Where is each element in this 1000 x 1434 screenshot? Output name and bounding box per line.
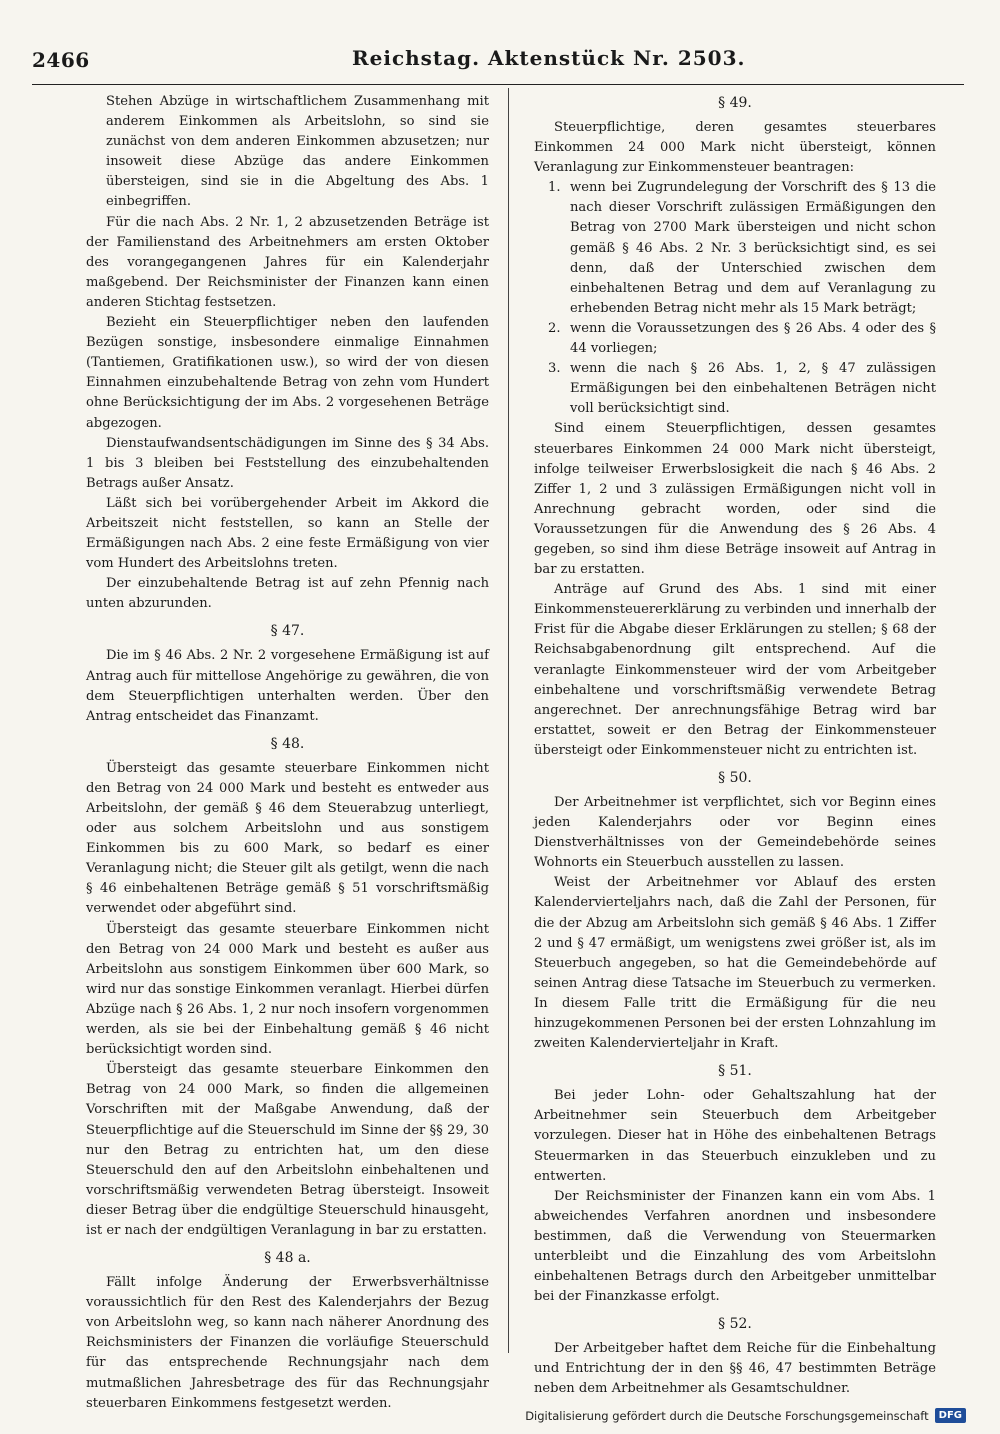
paragraph: Für die nach Abs. 2 Nr. 1, 2 abzusetzenden Beträge ist der Familienstand des Arbeitnehmers am ersten Oktober des vorangegangenen Jahres für ein Kalenderjahr maßgebend. Der Reichsminister der Finanzen kann einen anderen Stichtag festsetzen. xyxy=(86,214,489,310)
list-item-text: wenn die Voraussetzungen des § 26 Abs. 4 oder des § 44 vorliegen; xyxy=(570,320,936,357)
section-heading-49: § 49. xyxy=(718,95,752,111)
enumerated-list xyxy=(534,178,936,419)
left-column xyxy=(86,92,489,1414)
paragraph: Übersteigt das gesamte steuerbare Einkommen nicht den Betrag von 24 000 Mark und besteht es außer aus Arbeitslohn aus sonstigem Einkommen über 600 Mark, so wird nur das sonstige Einkommen veranlagt. Hierbei dürfen Abzüge nach § 26 Abs. 1, 2 nur noch insofern vorgenommen werden, als sie bei der Einbehaltung gemäß § 46 nicht berücksichtigt worden sind. xyxy=(86,921,489,1058)
paragraph: Der Arbeitnehmer ist verpflichtet, sich vor Beginn eines jeden Kalenderjahrs oder vor Beginn eines Dienstverhältnisses von der Gemeindebehörde seines Wohnorts ein Steuerbuch ausstellen zu lassen. xyxy=(534,795,936,871)
section-heading-51: § 51. xyxy=(718,1063,752,1080)
list-item-number: 2. xyxy=(548,320,561,336)
paragraph: Bei jeder Lohn- oder Gehaltszahlung hat der Arbeitnehmer sein Steuerbuch dem Arbeitgeber vorzulegen. Dieser hat in Höhe des einbehaltenen Betrags Steuermarken in das Steuerbuch einzukleben und zu entwerten. xyxy=(534,1088,936,1184)
list-item xyxy=(534,319,936,359)
right-column xyxy=(534,92,936,1400)
list-item-number: 3. xyxy=(548,361,561,377)
paragraph: Der Arbeitgeber haftet dem Reiche für die Einbehaltung und Entrichtung der in den §§ 46, 47 bestimmten Beträge neben dem Arbeitnehmer als Gesamtschuldner. xyxy=(534,1341,936,1397)
paragraph: Die im § 46 Abs. 2 Nr. 2 vorgesehene Ermäßigung ist auf Antrag auch für mittellose Angehörige zu gewähren, die von dem Steuerpflichtigen unterhalten werden. Über den Antrag entscheidet das Finanzamt. xyxy=(86,648,489,724)
paragraph: Übersteigt das gesamte steuerbare Einkommen den Betrag von 24 000 Mark, so finden die allgemeinen Vorschriften mit der Maßgabe Anwendung, daß der Steuerpflichtige auf die Steuerschuld im Sinne der §§ 29, 30 nur den Betrag zu entrichten hat, um den diese Steuerschuld den auf den Arbeitslohn einbehaltenen und vorschriftsmäßig verwendeten Betrag übersteigt. Insoweit dieser Betrag über die endgültige Steuerschuld hinausgeht, ist er nach der endgültigen Veranlagung in bar zu erstatten. xyxy=(86,1062,489,1238)
section-heading-47: § 47. xyxy=(270,623,305,640)
dfg-logo: DFG xyxy=(935,1408,966,1423)
header-rule xyxy=(32,84,964,85)
paragraph: Übersteigt das gesamte steuerbare Einkommen nicht den Betrag von 24 000 Mark und besteht es entweder aus Arbeitslohn, der gemäß § 46 dem Steuerabzug unterliegt, oder aus solchem Arbeitslohn und aus sonstigem Einkommen bis zu 600 Mark, so bedarf es einer Veranlagung nicht; die Steuer gilt als getilgt, wenn die nach § 46 einbehaltenen Beträge gemäß § 51 vorschriftsmäßig verwendet oder abgeführt sind. xyxy=(86,760,489,917)
page-header xyxy=(32,38,962,78)
paragraph: Der Reichsminister der Finanzen kann ein vom Abs. 1 abweichendes Verfahren anordnen und insbesondere bestimmen, daß die Verwendung von Steuermarken unterbleibt und die Einzahlung des vom Arbeitslohn einbehaltenen Betrags durch den Arbeitgeber unmittelbar bei der Finanzkasse erfolgt. xyxy=(534,1188,936,1305)
credit-text: Digitalisierung gefördert durch die Deutsche Forschungsgemeinschaft xyxy=(525,1408,929,1423)
column-divider xyxy=(508,88,509,1353)
section-heading-48a: § 48 a. xyxy=(264,1250,311,1267)
section-heading-48: § 48. xyxy=(270,735,305,752)
list-item-text: wenn die nach § 26 Abs. 1, 2, § 47 zulässigen Ermäßigungen bei den einbehaltenen Beträgen nicht voll berücksichtigt sind. xyxy=(570,361,936,417)
paragraph: Weist der Arbeitnehmer vor Ablauf des ersten Kalendervierteljahrs nach, daß die Zahl der Personen, für die der Abzug am Arbeitslohn sich gemäß § 46 Abs. 1 Ziffer 2 und § 47 ermäßigt, um wenigstens zwei größer ist, als im Steuerbuch angegeben, so hat die Gemeindebehörde auf seinen Antrag diese Tatsache im Steuerbuch zu vermerken. In diesem Falle tritt die Ermäßigung für die neu hinzugekommenen Personen bei der ersten Lohnzahlung im zweiten Kalendervierteljahr in Kraft. xyxy=(534,875,936,1052)
list-item xyxy=(534,359,936,419)
paragraph: Läßt sich bei vorübergehender Arbeit im Akkord die Arbeitszeit nicht feststellen, so kann an Stelle der Ermäßigungen nach Abs. 2 eine feste Ermäßigung von vier vom Hundert des Arbeitslohns treten. xyxy=(86,495,489,572)
paragraph: Der einzubehaltende Betrag ist auf zehn Pfennig nach unten abzurunden. xyxy=(86,576,489,612)
continuation-paragraph: Stehen Abzüge in wirtschaftlichem Zusammenhang mit anderem Einkommen als Arbeitslohn, so sind sie zunächst von dem anderen Einkommen abzusetzen; nur insoweit diese Abzüge das andere Einkommen übersteigen, sind sie in die Abgeltung des Abs. 1 einbegriffen. xyxy=(106,94,489,210)
paragraph: Fällt infolge Änderung der Erwerbsverhältnisse voraussichtlich für den Rest des Kalenderjahrs der Bezug von Arbeitslohn weg, so kann nach näherer Anordnung des Reichsministers der Finanzen die vorläufige Steuerschuld für das entsprechende Rechnungsjahr nach dem mutmaßlichen Jahresbetrage des für das Rechnungsjahr steuerbaren Einkommens festgesetzt werden. xyxy=(86,1275,489,1411)
page-number: 2466 xyxy=(32,48,90,72)
list-item-text: wenn bei Zugrundelegung der Vorschrift des § 13 die nach dieser Vorschrift zulässigen Ermäßigungen den Betrag von 2700 Mark übersteigen und nicht schon gemäß § 46 Abs. 2 Nr. 3 berücksichtigt sind, es sei denn, daß der Unterschied zwischen dem einbehaltenen Betrag und dem auf Veranlagung zu erhebenden Betrag nicht mehr als 15 Mark beträgt; xyxy=(570,180,936,316)
digitization-credit xyxy=(525,1408,966,1423)
paragraph: Anträge auf Grund des Abs. 1 sind mit einer Einkommensteuererklärung zu verbinden und innerhalb der Frist für die Abgabe dieser Erklärungen zu stellen; § 68 der Reichsabgabenordnung gilt entsprechend. Auf die veranlagte Einkommensteuer wird der vom Arbeitgeber einbehaltene und vorschriftsmäßig verwendete Betrag angerechnet. Der anrechnungsfähige Betrag wird bar erstattet, soweit er den Betrag der Einkommensteuer übersteigt oder Einkommensteuer nicht zu entrichten ist. xyxy=(534,582,936,758)
paragraph: Bezieht ein Steuerpflichtiger neben den laufenden Bezügen sonstige, insbesondere einmalige Einnahmen (Tantiemen, Gratifikationen usw.), so wird der von diesen Einnahmen einzubehaltende Betrag von zehn vom Hundert ohne Berücksichtigung der im Abs. 2 vorgesehenen Beträge abgezogen. xyxy=(86,315,489,431)
section-heading-50: § 50. xyxy=(718,770,752,786)
running-title: Reichstag. Aktenstück Nr. 2503. xyxy=(352,46,746,70)
paragraph: Steuerpflichtige, deren gesamtes steuerbares Einkommen 24 000 Mark nicht übersteigt, können Veranlagung zur Einkommensteuer beantragen: xyxy=(534,120,936,176)
paragraph: Sind einem Steuerpflichtigen, dessen gesamtes steuerbares Einkommen 24 000 Mark nicht übersteigt, infolge teilweiser Erwerbslosigkeit die nach § 46 Abs. 2 Ziffer 1, 2 und 3 zulässigen Ermäßigungen nicht voll in Anrechnung gebracht worden, oder sind die Voraussetzungen für die Anwendung des § 26 Abs. 4 gegeben, so sind ihm diese Beträge insoweit auf Antrag in bar zu erstatten. xyxy=(534,421,936,578)
paragraph: Dienstaufwandsentschädigungen im Sinne des § 34 Abs. 1 bis 3 bleiben bei Feststellung des einzubehaltenden Betrags außer Ansatz. xyxy=(86,435,489,491)
section-heading-52: § 52. xyxy=(718,1316,752,1333)
list-item xyxy=(534,178,936,319)
list-item-number: 1. xyxy=(548,180,561,196)
